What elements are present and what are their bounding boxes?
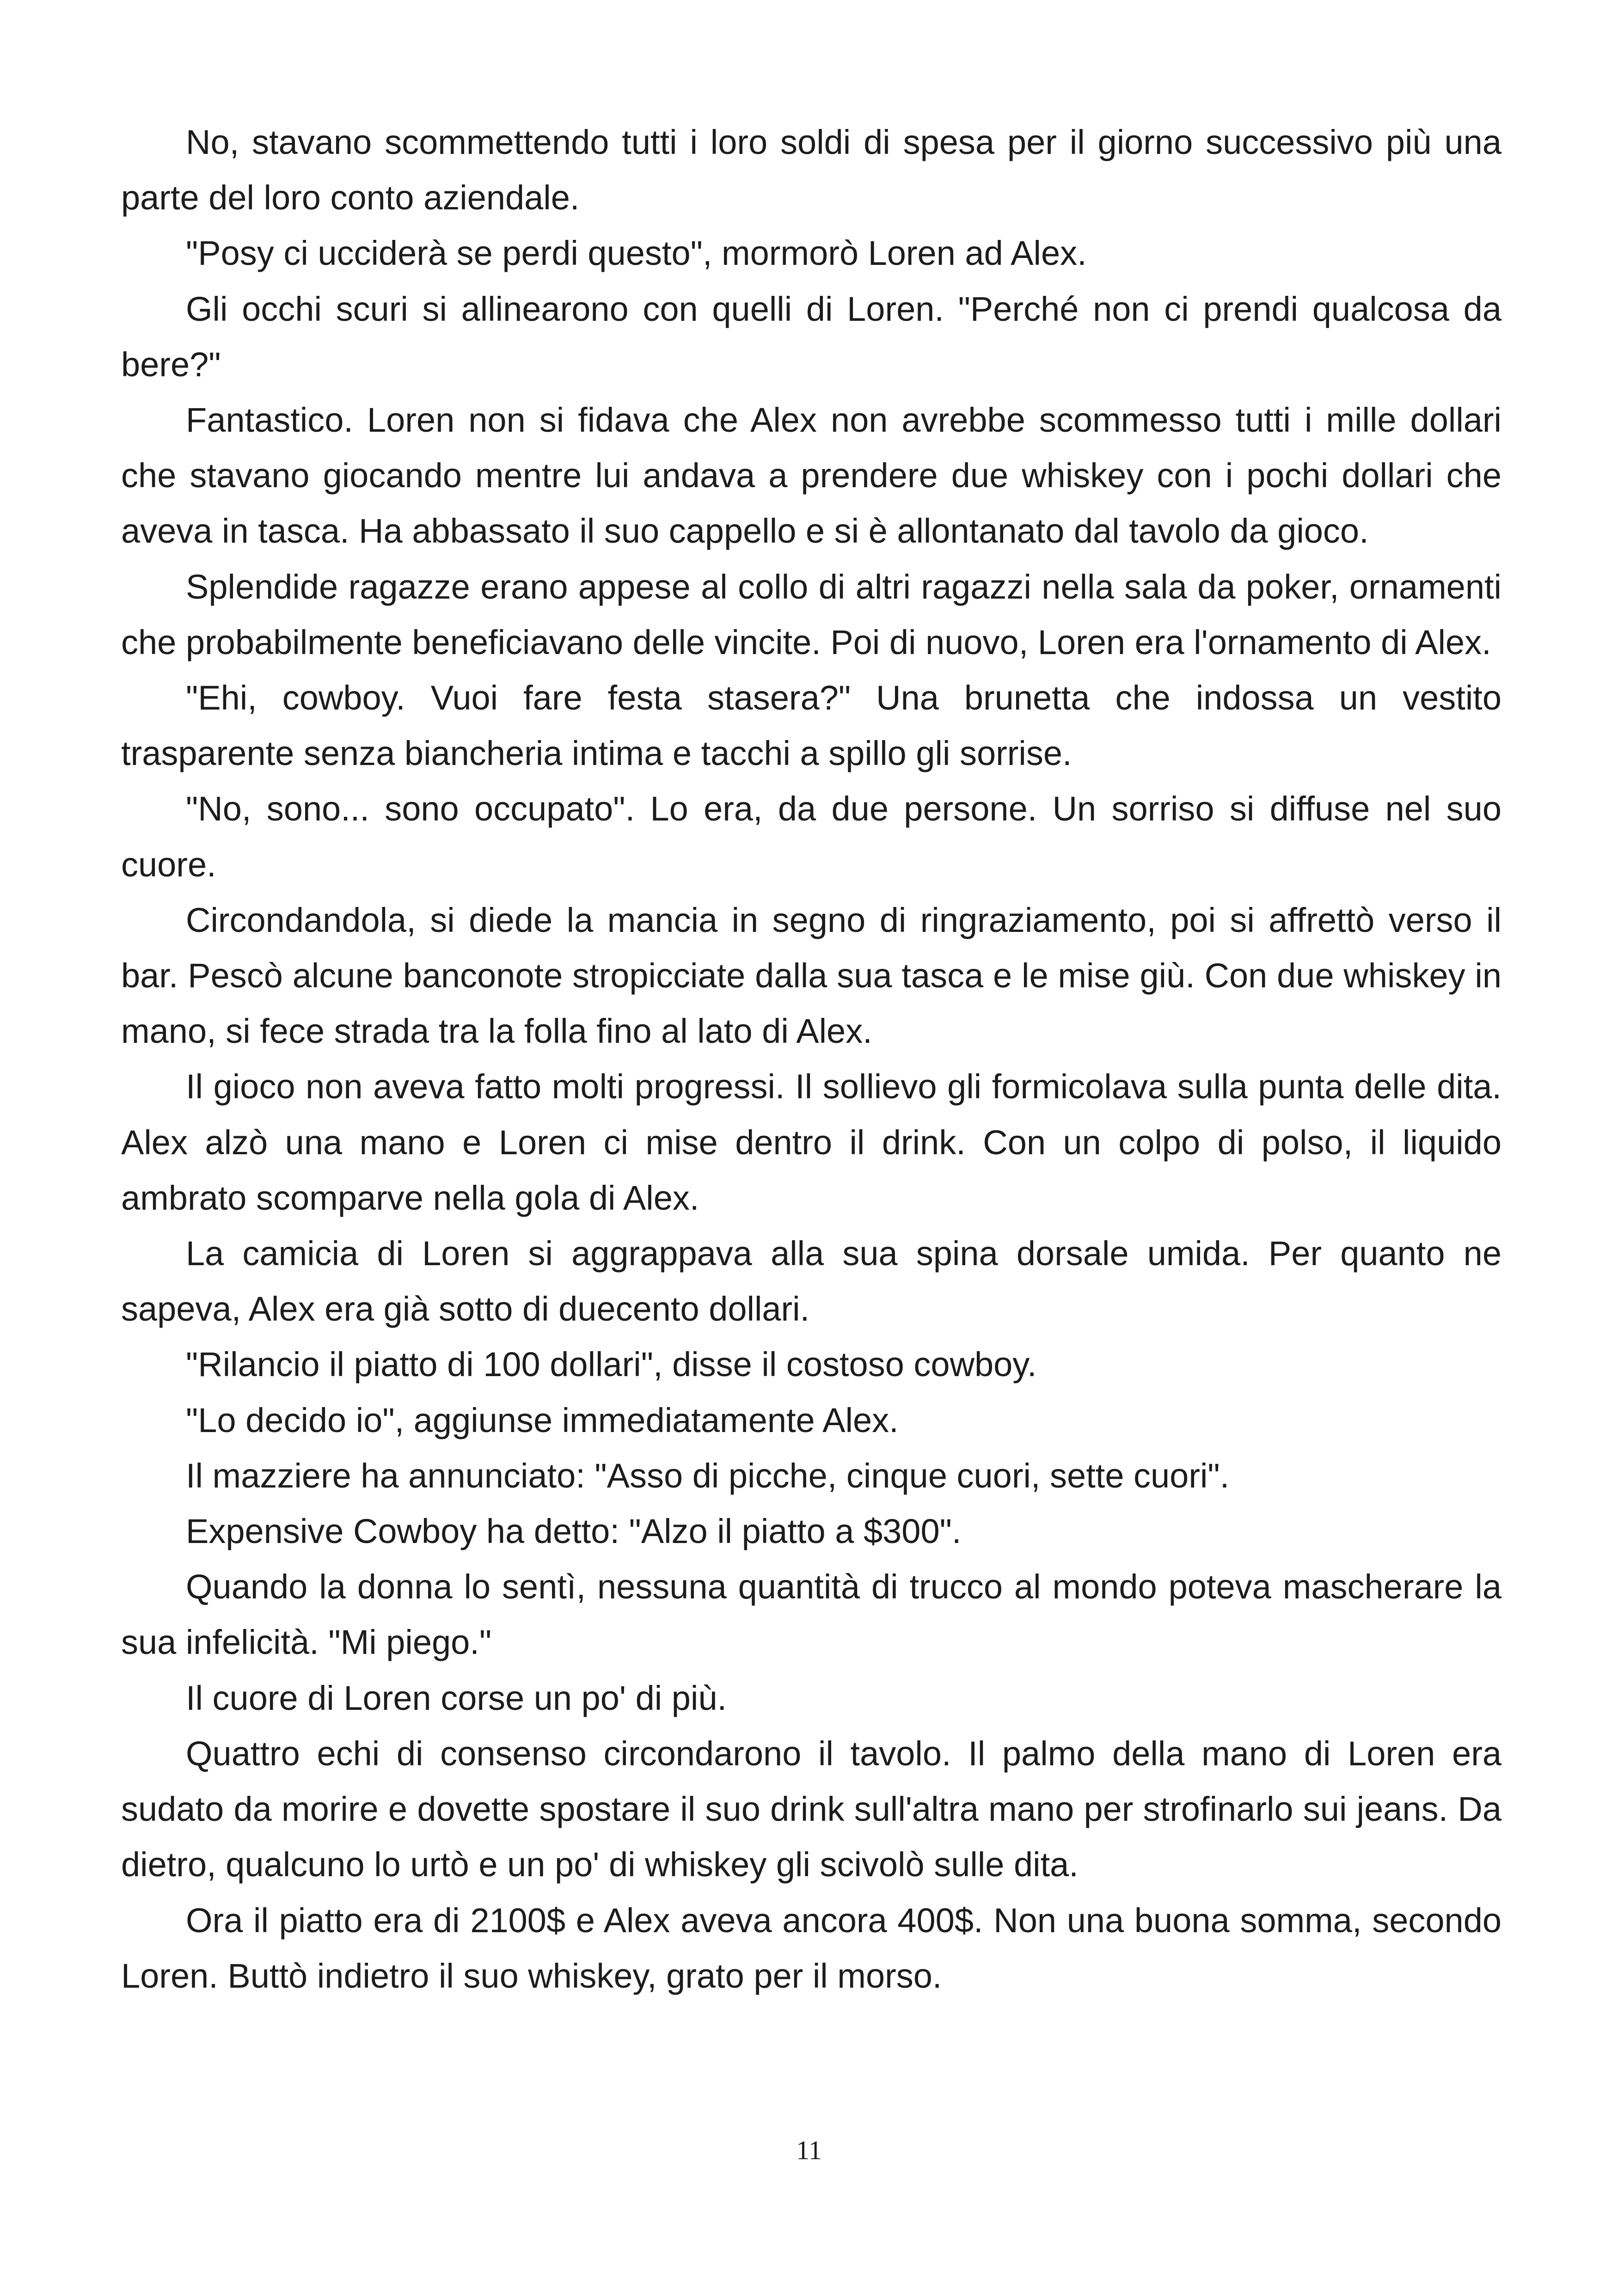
body-text — [121, 115, 1502, 2004]
paragraph: "No, sono... sono occupato". Lo era, da due persone. Un sorriso si diffuse nel suo cuore. — [121, 790, 1502, 884]
paragraph: "Lo decido io", aggiunse immediatamente Alex. — [186, 1401, 899, 1439]
paragraph: Ora il piatto era di 2100$ e Alex aveva ancora 400$. Non una buona somma, secondo Loren. Buttò indietro il suo whiskey, grato per il morso. — [121, 1901, 1502, 1995]
paragraph: Fantastico. Loren non si fidava che Alex non avrebbe scommesso tutti i mille dollari che stavano giocando mentre lui andava a prendere due whiskey con i pochi dollari che aveva in tasca. Ha abbassato il suo cappello e si è allontanato dal tavolo da gioco. — [121, 401, 1502, 551]
paragraph: Il gioco non aveva fatto molti progressi. Il sollievo gli formicolava sulla punta delle dita. Alex alzò una mano e Loren ci mise dentro il drink. Con un colpo di polso, il liquido ambrato scomparve nella gola di Alex. — [121, 1067, 1502, 1217]
paragraph: Il cuore di Loren corse un po' di più. — [186, 1678, 727, 1717]
paragraph: No, stavano scommettendo tutti i loro soldi di spesa per il giorno successivo più una parte del loro conto aziendale. — [121, 123, 1502, 217]
paragraph: Il mazziere ha annunciato: "Asso di picche, cinque cuori, sette cuori". — [186, 1456, 1230, 1495]
paragraph: La camicia di Loren si aggrappava alla sua spina dorsale umida. Per quanto ne sapeva, Alex era già sotto di duecento dollari. — [121, 1234, 1502, 1329]
paragraph: Splendide ragazze erano appese al collo di altri ragazzi nella sala da poker, ornamenti che probabilmente beneficiavano delle vincite. Poi di nuovo, Loren era l'ornamento di Alex. — [121, 567, 1502, 661]
paragraph: Expensive Cowboy ha detto: "Alzo il piatto a $300". — [186, 1512, 962, 1551]
paragraph: "Posy ci ucciderà se perdi questo", mormorò Loren ad Alex. — [186, 234, 1087, 273]
paragraph: "Rilancio il piatto di 100 dollari", disse il costoso cowboy. — [186, 1345, 1037, 1384]
paragraph: Circondandola, si diede la mancia in segno di ringraziamento, poi si affrettò verso il bar. Pescò alcune banconote stropicciate dalla sua tasca e le mise giù. Con due whiskey in mano, si fece strada tra la folla fino al lato di Alex. — [121, 900, 1502, 1051]
paragraph: Quando la donna lo sentì, nessuna quantità di trucco al mondo poteva mascherare la sua infelicità. "Mi piego." — [121, 1567, 1502, 1662]
paragraph: Quattro echi di consenso circondarono il tavolo. Il palmo della mano di Loren era sudato da morire e dovette spostare il suo drink sull'altra mano per strofinarlo sui jeans. Da dietro, qualcuno lo urtò e un po' di whiskey gli scivolò sulle dita. — [121, 1734, 1502, 1884]
page-number: 11 — [796, 2135, 822, 2165]
paragraph: Gli occhi scuri si allinearono con quelli di Loren. "Perché non ci prendi qualcosa da bere?" — [121, 289, 1502, 384]
paragraph: "Ehi, cowboy. Vuoi fare festa stasera?" Una brunetta che indossa un vestito trasparente senza biancheria intima e tacchi a spillo gli sorrise. — [121, 679, 1502, 773]
